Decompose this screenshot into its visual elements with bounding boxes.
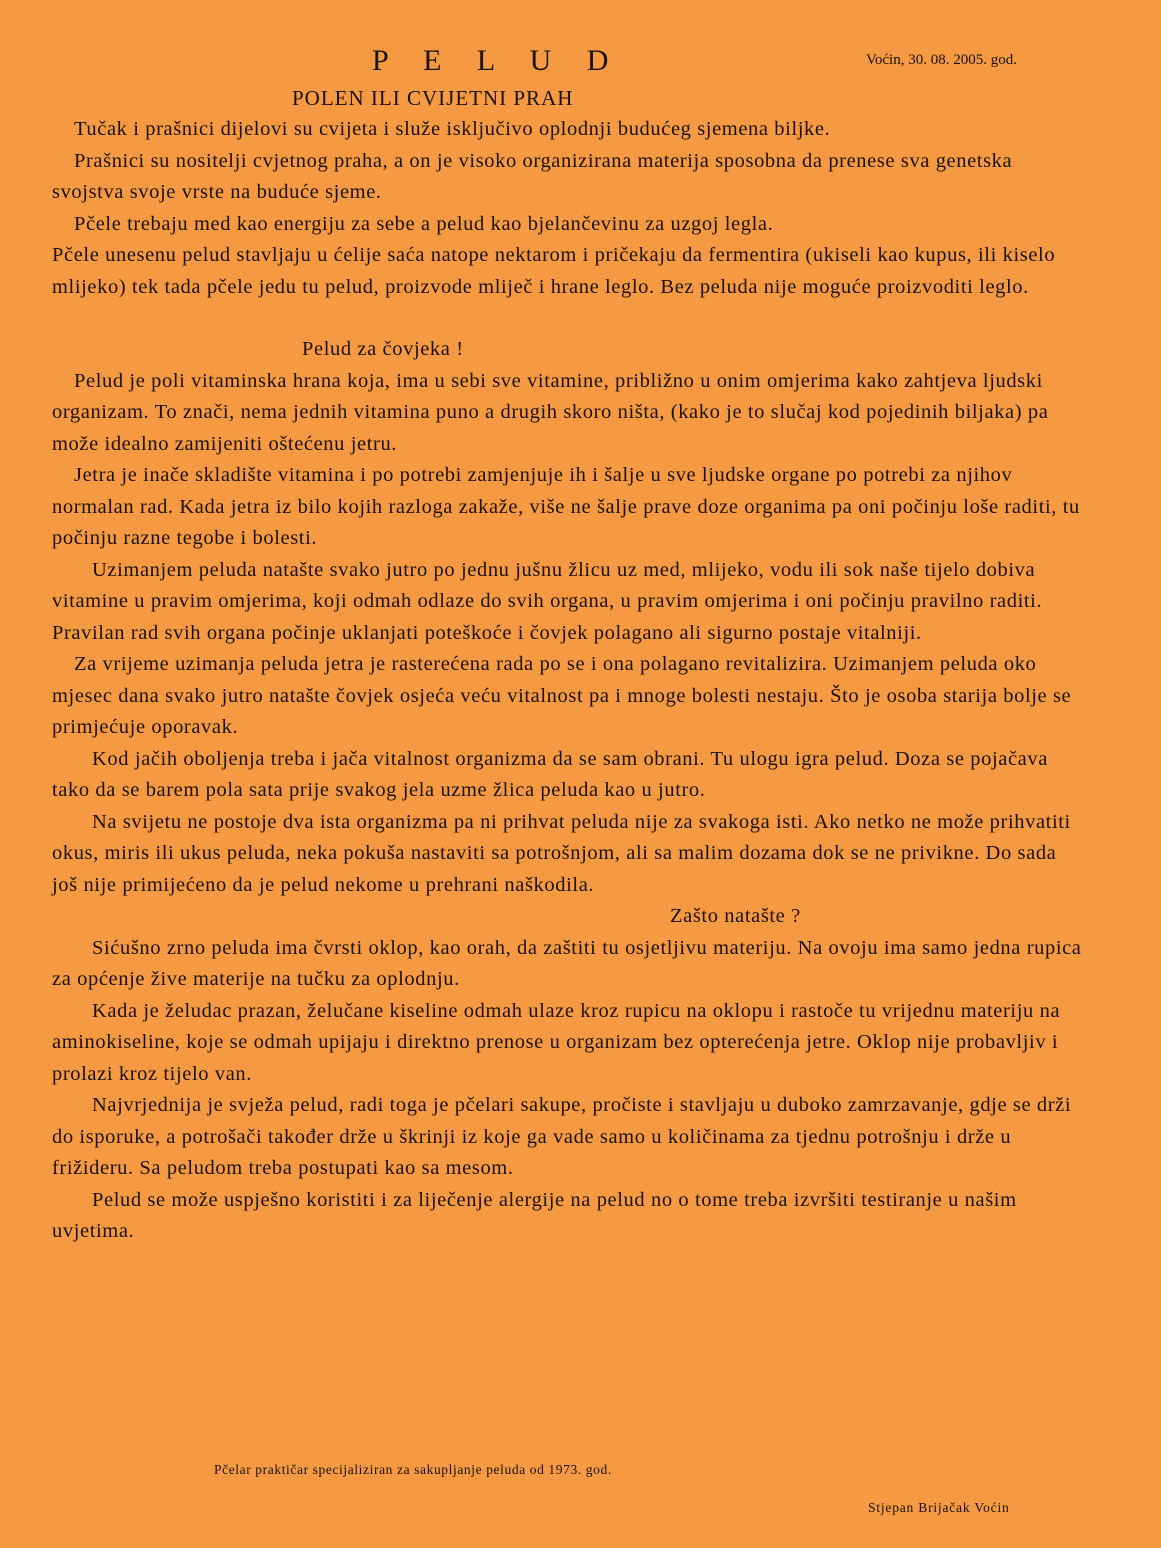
paragraph: Pčele trebaju med kao energiju za sebe a pelud kao bjelančevinu za uzgoj legla. [74,212,774,235]
document-body [52,114,1082,1248]
paragraph: Najvrjednija je svježa pelud, radi toga je pčelari sakupe, pročiste i stavljaju u duboko zamrzavanje, gdje se drži do isporuke, a potrošači također drže u škrinji iz koje ga vade samo u količinama za tjednu potrošnju i drže u frižideru. Sa peludom treba postupati kao sa mesom. [52,1094,1072,1179]
paragraph: Kada je želudac prazan, želučane kiseline odmah ulaze kroz rupicu na oklopu i rastoče tu vrijednu materiju na aminokiseline, koje se odmah upijaju i direktno prenose u organizam bez opterećenja jetre. Oklop nije probavljiv i prolazi kroz tijelo van. [52,999,1061,1085]
signature: Stjepan Brijačak Voćin [868,1500,1010,1515]
paragraph: Uzimanjem peluda natašte svako jutro po jednu jušnu žlicu uz med, mlijeko, vodu ili sok naše tijelo dobiva vitamine u pravim omjerima, koji odmah odlaze do svih organa, u pravim omjerima i oni počinju pravilno raditi. Pravilan rad svih organa počinje uklanjati poteškoće i čovjek polagano ali sigurno postaje vitalniji. [52,558,1043,644]
document-date: Voćin, 30. 08. 2005. god. [866,52,1017,68]
document-title: P E L U D [372,44,623,77]
paragraph: Pelud je poli vitaminska hrana koja, ima u sebi sve vitamine, približno u onim omjerima kako zahtjeva ljudski organizam. To znači, nema jednih vitamina puno a drugih skoro ništa, (kako je to slučaj kod pojedinih biljaka) pa može idealno zamijeniti oštećenu jetru. [52,369,1049,455]
paragraph: Jetra je inače skladište vitamina i po potrebi zamjenjuje ih i šalje u sve ljudske organe po potrebi za njihov normalan rad. Kada jetra iz bilo kojih razloga zakaže, više ne šalje prave doze organima pa oni počinju loše raditi, tu počinju razne tegobe i bolesti. [52,464,1080,549]
paragraph: Na svijetu ne postoje dva ista organizma pa ni prihvat peluda nije za svakoga isti. Ako netko ne može prihvatiti okus, miris ili ukus peluda, neka pokuša nastaviti sa potrošnjom, ali sa malim dozama dok se ne privikne. Do sada još nije primijećeno da je pelud nekome u prehrani naškodila. [52,810,1071,896]
paragraph: Kod jačih oboljenja treba i jača vitalnost organizma da se sam obrani. Tu ulogu igra pelud. Doza se pojačava tako da se barem pola sata prije svakog jela uzme žlica peluda kao u jutro. [52,747,1048,801]
section-heading: Zašto natašte ? [670,905,801,927]
document-subtitle: POLEN ILI CVIJETNI PRAH [292,86,574,110]
paragraph: Sićušno zrno peluda ima čvrsti oklop, kao orah, da zaštiti tu osjetljivu materiju. Na ovoju ima samo jedna rupica za općenje žive materije na tučku za oplodnju. [52,936,1082,990]
paragraph: Pelud se može uspješno koristiti i za liječenje alergije na pelud no o tome treba izvršiti testiranje u našim uvjetima. [52,1188,1017,1242]
section-heading: Pelud za čovjeka ! [302,338,464,360]
paragraph: Tučak i prašnici dijelovi su cvijeta i služe isključivo oplodnji budućeg sjemena biljke. [74,118,831,140]
footer-note: Pčelar praktičar specijaliziran za sakupljanje peluda od 1973. god. [214,1462,612,1477]
paragraph: Prašnici su nositelji cvjetnog praha, a on je visoko organizirana materija sposobna da prenese sva genetska svojstva svoje vrste na buduće sjeme. [52,149,1013,203]
paragraph: Pčele unesenu pelud stavljaju u ćelije saća natope nektarom i pričekaju da fermentira (ukiseli kao kupus, ili kiselo mlijeko) tek tada pčele jedu tu pelud, proizvode mliječ i hrane leglo. Bez peluda nije moguće proizvoditi leglo. [52,244,1056,298]
paragraph: Za vrijeme uzimanja peluda jetra je rasterećena rada po se i ona polagano revitalizira. Uzimanjem peluda oko mjesec dana svako jutro natašte čovjek osjeća veću vitalnost pa i mnoge bolesti nestaju. Što je osoba starija bolje se primjećuje oporavak. [52,653,1072,738]
